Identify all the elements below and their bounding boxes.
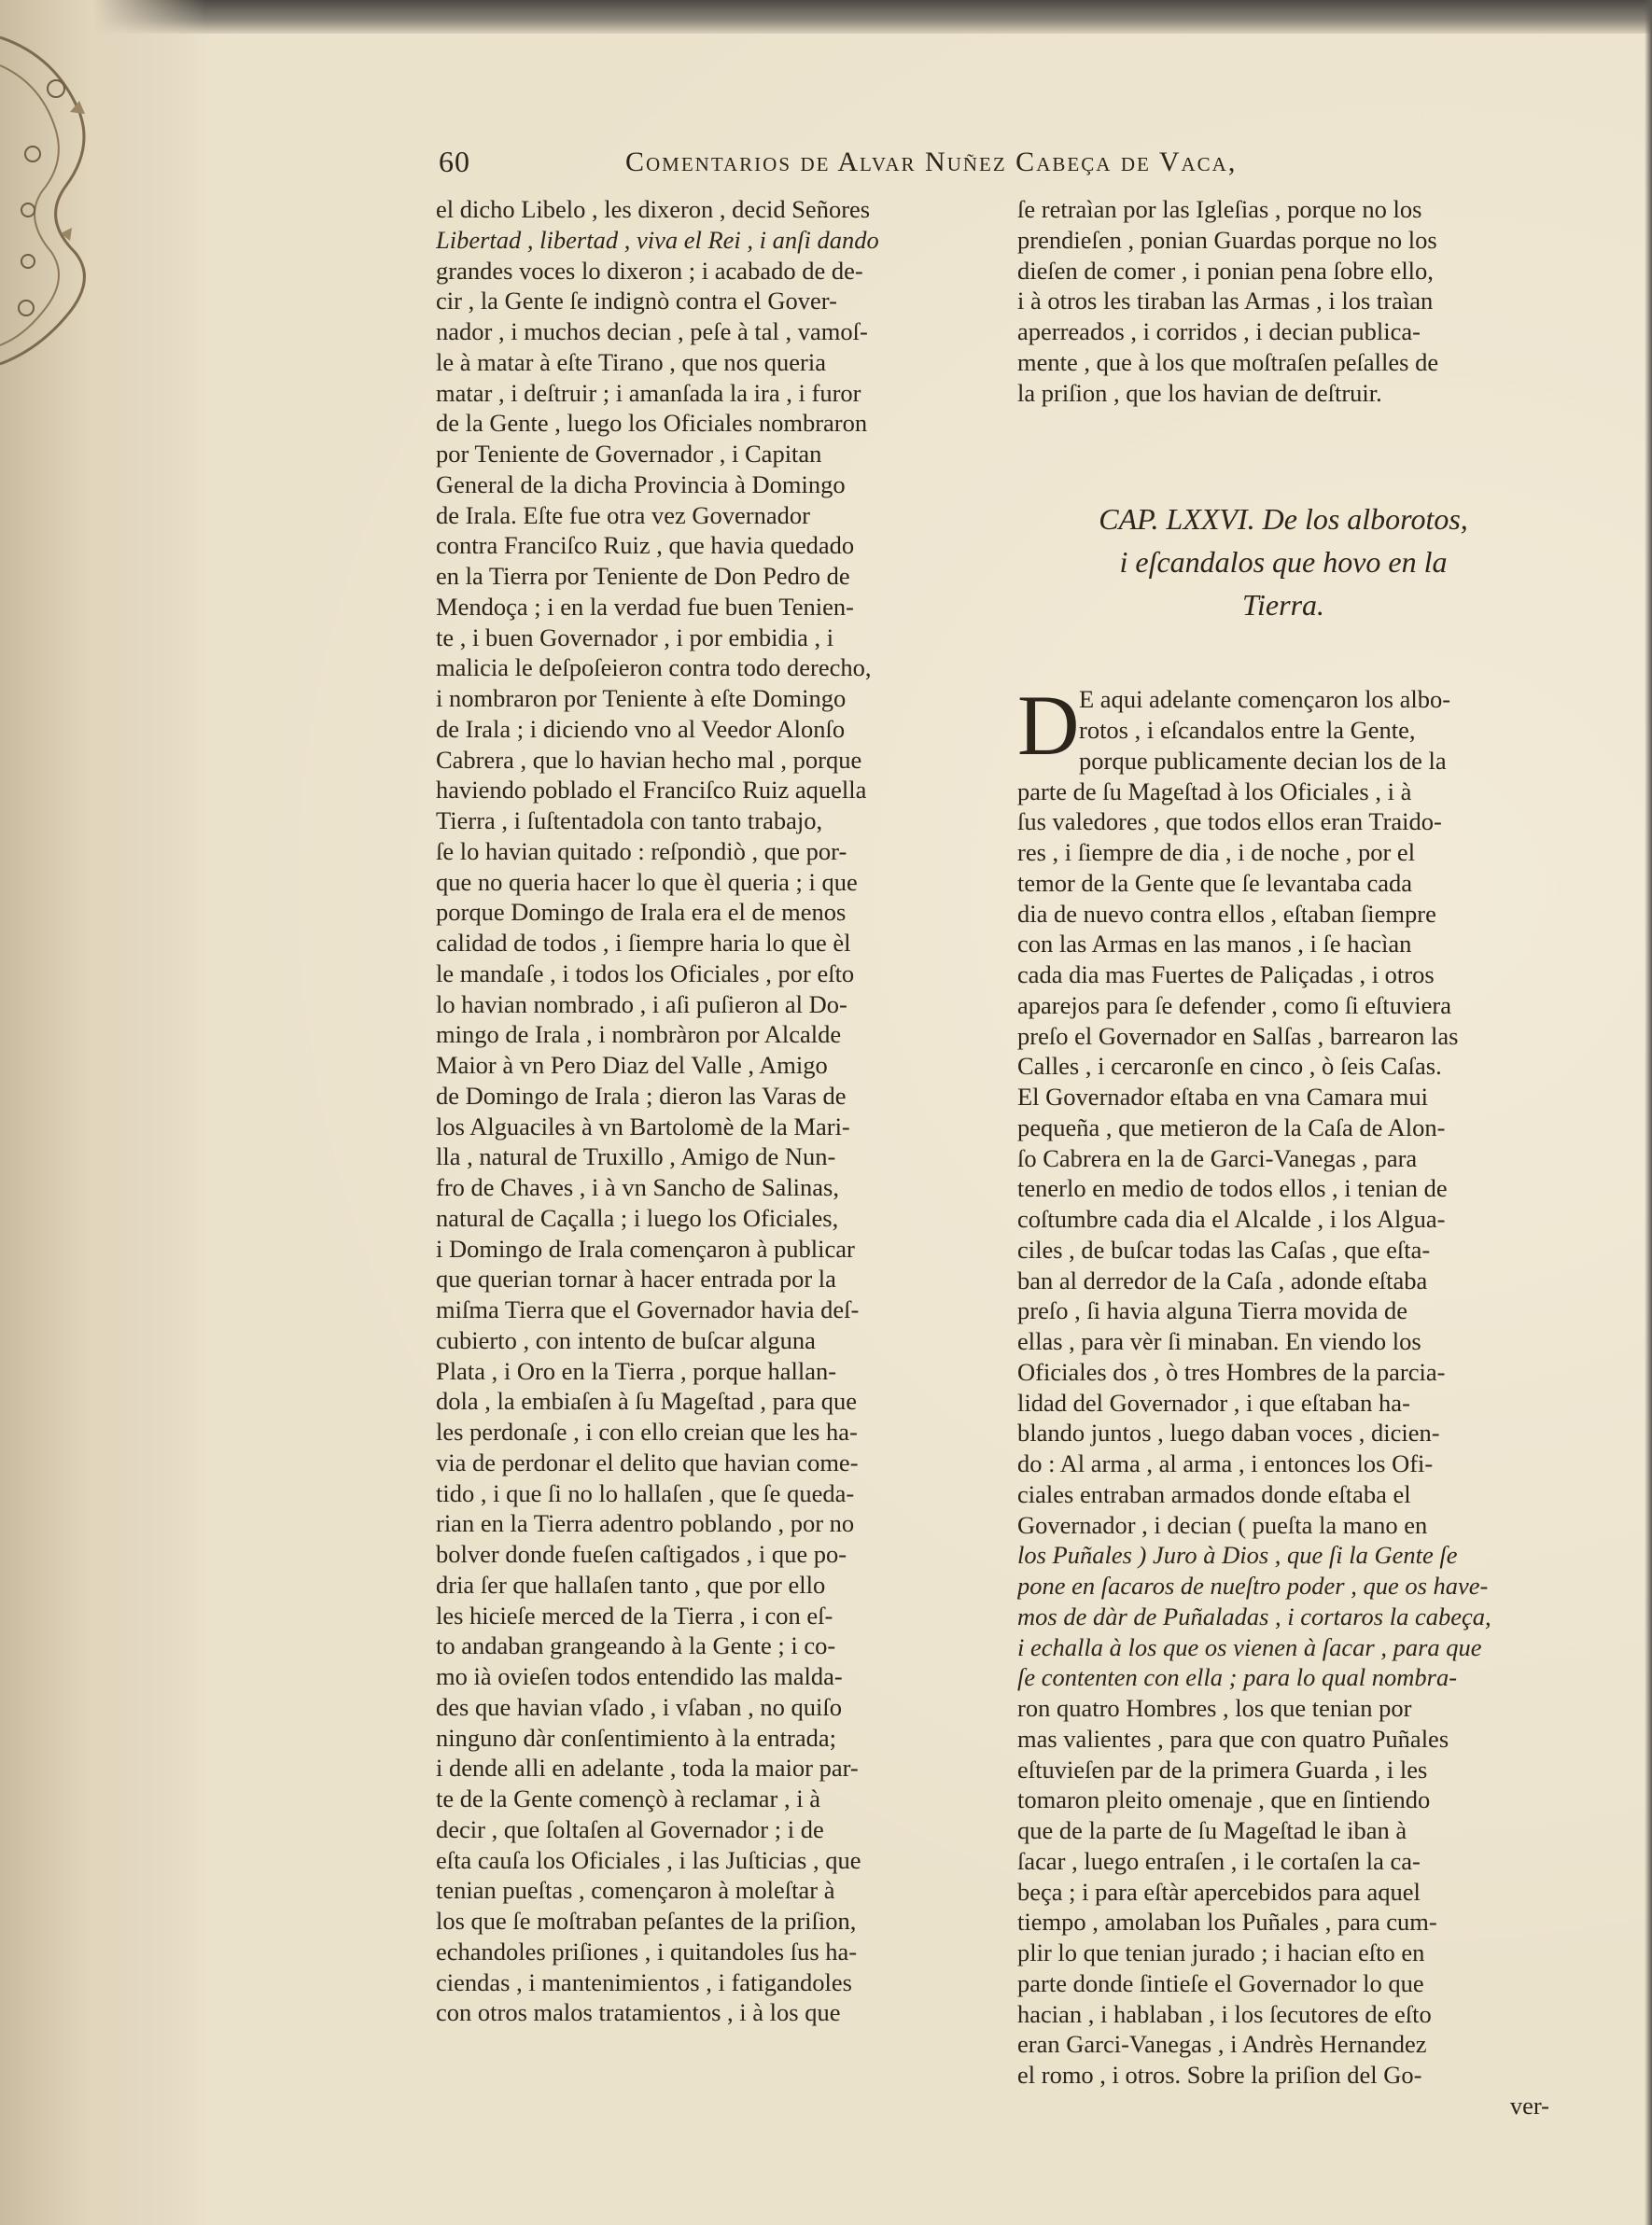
text-line: que querian tornar à hacer entrada por la	[436, 1265, 836, 1294]
text-line: i Domingo de Irala començaron à publicar	[436, 1234, 855, 1263]
text-line: rotos , i eſcandalos entre la Gente,	[1079, 716, 1416, 744]
text-line: malicia le deſpoſeieron contra todo derecho,	[436, 653, 872, 682]
text-line: lidad del Governador , i que eſtaban ha-	[1017, 1388, 1410, 1417]
text-line: eſtuvieſen par de la primera Guarda , i les	[1017, 1755, 1428, 1784]
text-line: te de la Gente començò à reclamar , i à	[436, 1784, 820, 1812]
text-line: do : Al arma , al arma , i entonces los Ofi-	[1017, 1449, 1434, 1477]
text-line: matar , i deſtruir ; i amanſada la ira , i furor	[436, 378, 861, 407]
text-line: eran Garci-Vanegas , i Andrès Hernandez	[1017, 2030, 1427, 2059]
text-line: de Irala. Eſte fue otra vez Governador	[436, 500, 810, 529]
text-line: te , i buen Governador , i por embidia , i	[436, 623, 834, 651]
text-line: res , i ſiempre de dia , i de noche , por el	[1017, 838, 1416, 866]
chapter-body	[1017, 678, 1549, 2091]
page-top-edge	[0, 0, 1652, 34]
text-line: con las Armas en las manos , i ſe hacìan	[1017, 930, 1412, 959]
text-line: cir , la Gente ſe indignò contra el Gover-	[436, 287, 837, 315]
text-line: mo ià ovieſen todos entendido las malda-	[436, 1662, 843, 1690]
right-column	[1017, 194, 1549, 2121]
text-line: echandoles priſiones , i quitandoles ſus ha-	[436, 1937, 858, 1966]
text-line: ſo Cabrera en la de Garci-Vanegas , para	[1017, 1143, 1418, 1172]
text-line: ron quatro Hombres , los que tenian por	[1017, 1694, 1412, 1722]
text-line: Libertad , libertad , viva el Rei , i anſi dando	[436, 225, 879, 254]
text-line: grandes voces lo dixeron ; i acabado de de-	[436, 256, 863, 285]
text-line: ellas , para vèr ſi minaban. En viendo los	[1017, 1327, 1421, 1355]
text-line: Oficiales dos , ò tres Hombres de la parcia-	[1017, 1357, 1446, 1386]
left-column	[436, 194, 968, 2028]
text-line: les hicieſe merced de la Tierra , i con eſ-	[436, 1601, 833, 1630]
text-line: tiempo , amolaban los Puñales , para cum-	[1017, 1908, 1437, 1937]
text-line: plir lo que tenian jurado ; i hacian eſto en	[1017, 1938, 1425, 1966]
text-line: pone en ſacaros de nueſtro poder , que os have-	[1017, 1572, 1489, 1600]
running-head	[439, 145, 1484, 191]
text-line: temor de la Gente que ſe levantaba cada	[1017, 868, 1413, 897]
marbled-endpaper-ornament	[0, 0, 103, 411]
text-line: eſta cauſa los Oficiales , i las Juſticias , que	[436, 1845, 861, 1874]
text-line: dola , la embiaſen à ſu Mageſtad , para que	[436, 1387, 858, 1416]
text-line: to andaban grangeando à la Gente ; i co-	[436, 1631, 836, 1660]
text-line: con otros malos tratamientos , i à los que	[436, 1998, 841, 2027]
text-line: via de perdonar el delito que havian come-	[436, 1448, 859, 1476]
text-line: prendieſen , ponian Guardas porque no los	[1017, 225, 1437, 254]
text-line: los Puñales ) Juro à Dios , que ſi la Gente ſe	[1017, 1541, 1458, 1570]
text-line: dria ſer que hallaſen tanto , que por ello	[436, 1570, 826, 1599]
text-line: que de la parte de ſu Mageſtad le iban à	[1017, 1816, 1407, 1844]
text-line: tenerlo en medio de todos ellos , i tenian de	[1017, 1174, 1448, 1203]
text-line: Calles , i cercaronſe en cinco , ò ſeis Caſas.	[1017, 1052, 1442, 1081]
text-line: ſe contenten con ella ; para lo qual nombra-	[1017, 1663, 1458, 1692]
text-line: preſo el Governador en Salſas , barrearon las	[1017, 1021, 1459, 1050]
text-line: ſe retraìan por las Igleſias , porque no los	[1017, 195, 1422, 223]
text-line: mingo de Irala , i nombràron por Alcalde	[436, 1020, 842, 1049]
text-line: i dende alli en adelante , toda la maior par-	[436, 1754, 859, 1783]
text-line: blando juntos , luego daban voces , dicien-	[1017, 1419, 1440, 1448]
text-line: le à matar à eſte Tirano , que nos queria	[436, 347, 826, 376]
text-line: Plata , i Oro en la Tierra , porque hallan-	[436, 1356, 837, 1385]
text-line: de Irala ; i diciendo vno al Veedor Alonſo	[436, 714, 846, 743]
text-line: ſe lo havian quitado : reſpondiò , que por-	[436, 836, 847, 865]
text-line: ban al derredor de la Caſa , adonde eſtaba	[1017, 1266, 1428, 1294]
text-line: los que ſe moſtraban peſantes de la priſion,	[436, 1907, 857, 1935]
text-line: de la Gente , luego los Oficiales nombraron	[436, 409, 868, 438]
text-line: tomaron pleito omenaje , que en ſintiendo	[1017, 1785, 1431, 1814]
text-line: dieſen de comer , i ponian pena ſobre ello,	[1017, 256, 1434, 285]
text-line: aparejos para ſe defender , como ſi eſtuviera	[1017, 990, 1451, 1019]
text-line: E aqui adelante començaron los albo-	[1079, 685, 1451, 714]
text-line: mos de dàr de Puñaladas , i cortaros la cabeça,	[1017, 1602, 1491, 1630]
text-line: lla , natural de Truxillo , Amigo de Nun-	[436, 1142, 836, 1171]
text-line: Mendoça ; i en la verdad fue buen Tenien-	[436, 592, 854, 621]
text-line: natural de Caçalla ; i luego los Oficiales,	[436, 1203, 839, 1232]
chapter-heading-line: CAP. LXXVI. De los alborotos,	[1099, 502, 1468, 537]
text-line: i echalla à los que os vienen à ſacar , para que	[1017, 1632, 1482, 1661]
text-line: ciendas , i mantenimientos , i fatigandoles	[436, 1967, 852, 1996]
text-line: aperreados , i corridos , i decian publica-	[1017, 317, 1421, 345]
text-line: tido , i que ſi no lo hallaſen , que ſe queda-	[436, 1478, 855, 1507]
page-right-edge	[1645, 0, 1652, 2225]
text-line: le mandaſe , i todos los Oficiales , por eſto	[436, 959, 855, 987]
text-line: Maior à vn Pero Diaz del Valle , Amigo	[436, 1051, 828, 1079]
text-line: haviendo poblado el Franciſco Ruiz aquella	[436, 776, 867, 805]
text-line: dia de nuevo contra ellos , eſtaban ſiempre	[1017, 899, 1436, 928]
text-line: porque Domingo de Irala era el de menos	[436, 898, 847, 927]
text-line: en la Tierra por Teniente de Don Pedro de	[436, 562, 850, 590]
text-line: por Teniente de Governador , i Capitan	[436, 440, 822, 468]
text-line: El Governador eſtaba en vna Camara mui	[1017, 1083, 1429, 1111]
text-line: porque publicamente decian los de la	[1079, 746, 1447, 775]
text-line: General de la dicha Provincia à Domingo	[436, 469, 846, 498]
text-line: contra Franciſco Ruiz , que havia quedado	[436, 531, 855, 560]
text-line: cada dia mas Fuertes de Paliçadas , i otros	[1017, 960, 1435, 988]
text-line: el dicho Libelo , les dixeron , decid Señores	[436, 195, 871, 223]
text-line: tenian pueſtas , començaron à moleſtar à	[436, 1876, 835, 1905]
text-line: Cabrera , que lo havian hecho mal , porque	[436, 745, 862, 774]
text-line: parte donde ſintieſe el Governador lo que	[1017, 1968, 1424, 1997]
text-line: cubierto , con intento de buſcar alguna	[436, 1325, 816, 1354]
drop-cap: D	[1017, 678, 1080, 774]
text-line: mas valientes , para que con quatro Puñales	[1017, 1724, 1449, 1753]
page-number: 60	[439, 145, 470, 178]
text-line: la priſion , que los havian de deſtruir.	[1017, 378, 1382, 407]
text-line: Tierra , i ſuſtentadola con tanto trabajo,	[436, 806, 823, 834]
text-line: mente , que à los que moſtraſen peſalles de	[1017, 347, 1439, 376]
text-line: des que havian vſado , i vſaban , no quiſo	[436, 1692, 842, 1721]
text-line: les perdonaſe , i con ello creian que les ha-	[436, 1418, 858, 1446]
text-line: i à otros les tiraban las Armas , i los traìan	[1017, 287, 1434, 315]
text-line: ſus valedores , que todos ellos eran Traido-	[1017, 807, 1442, 836]
left-column-text	[436, 194, 968, 2028]
text-line: bolver donde fueſen caſtigados , i que po-	[436, 1540, 847, 1568]
text-line: coſtumbre cada dia el Alcalde , i los Algua-	[1017, 1205, 1446, 1233]
text-line: pequeña , que metieron de la Caſa de Alon-	[1017, 1112, 1446, 1141]
text-line: que no queria hacer lo que èl queria ; i que	[436, 867, 858, 896]
text-line: beça ; i para eſtàr apercebidos para aquel	[1017, 1877, 1421, 1906]
text-line: parte de ſu Mageſtad à los Oficiales , i à	[1017, 777, 1412, 805]
text-line: los Alguaciles à vn Bartolomè de la Mari-	[436, 1112, 850, 1140]
right-column-continuation	[1017, 194, 1549, 408]
text-line: hacian , i hablaban , i los ſecutores de eſto	[1017, 1999, 1432, 2028]
text-line: preſo , ſi havia alguna Tierra movida de	[1017, 1296, 1408, 1325]
chapter-heading-line: i eſcandalos que hovo en la	[1119, 545, 1448, 580]
text-line: ſacar , luego entraſen , i le cortaſen la ca-	[1017, 1846, 1421, 1875]
text-line: lo havian nombrado , i aſi puſieron al Do-	[436, 989, 847, 1018]
chapter-heading	[1017, 497, 1549, 626]
catchword: ver-	[1509, 2091, 1549, 2120]
text-line: de Domingo de Irala ; dieron las Varas de	[436, 1081, 847, 1110]
text-line: rian en la Tierra adentro poblando , por no	[436, 1509, 855, 1538]
text-line: i nombraron por Teniente à eſte Domingo	[436, 684, 847, 712]
text-line: miſma Tierra que el Governador havia deſ-	[436, 1295, 860, 1323]
text-line: el romo , i otros. Sobre la priſion del Go-	[1017, 2061, 1422, 2089]
text-line: nador , i muchos decian , peſe à tal , vamoſ-	[436, 317, 868, 345]
text-line: ninguno dàr conſentimiento à la entrada;	[436, 1723, 837, 1752]
text-line: decir , que ſoltaſen al Governador ; i de	[436, 1814, 824, 1843]
text-line: ciales entraban armados donde eſtaba el	[1017, 1479, 1411, 1508]
text-line: fro de Chaves , i à vn Sancho de Salinas,	[436, 1173, 839, 1201]
text-line: Governador , i decian ( pueſta la mano en	[1017, 1510, 1428, 1539]
text-line: ciles , de buſcar todas las Caſas , que eſta-	[1017, 1235, 1431, 1264]
running-title: Comentarios de Alvar Nuñez Cabeça de Vaca,	[625, 147, 1238, 177]
text-line: calidad de todos , i ſiempre haria lo que èl	[436, 929, 851, 957]
chapter-heading-line: Tierra.	[1241, 588, 1325, 623]
